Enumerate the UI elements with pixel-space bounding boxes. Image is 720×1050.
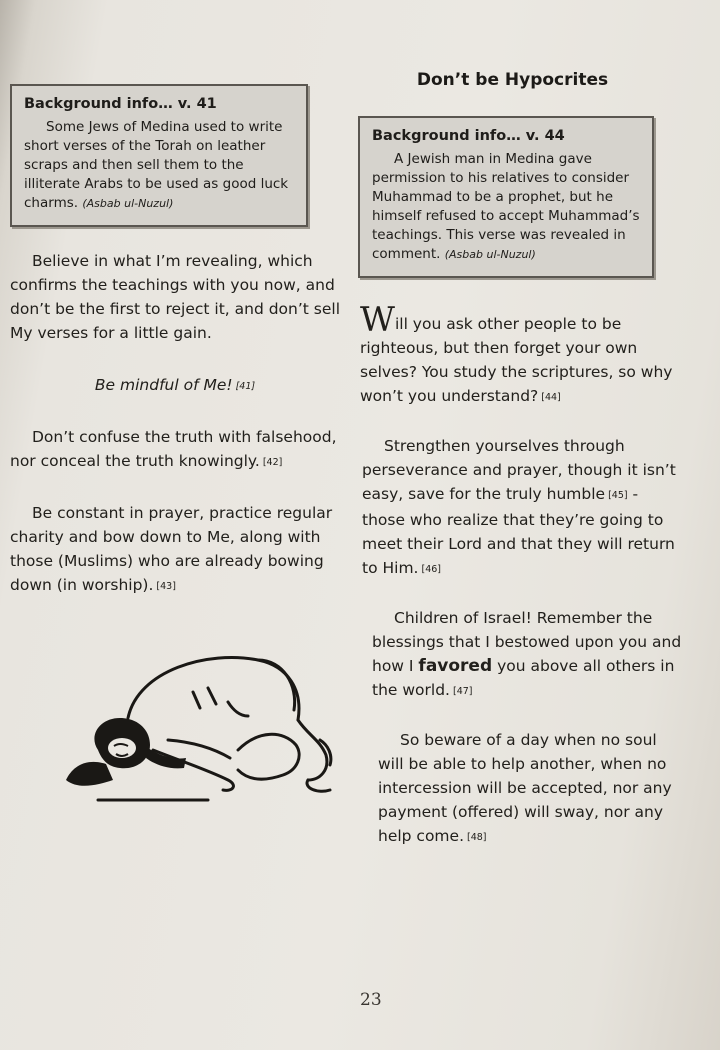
background-info-box-v41	[10, 84, 308, 227]
verse-ref: [43]	[156, 581, 176, 592]
background-info-title: Background info… v. 44	[372, 128, 565, 144]
verse-47: Children of Israel! Remember the blessings that I bestowed upon you and how I favored you above all others in the world. [47]	[372, 609, 682, 699]
background-info-body: Some Jews of Medina used to write short verses of the Torah on leather scraps and then sell them to the illiterate Arabs to be used as good luck charms. (Asbab ul-Nuzul)	[24, 119, 289, 211]
left-column	[10, 84, 340, 599]
verse-44: Will you ask other people to be righteous, but then forget your own selves? You study the scriptures, so why won’t you understand? [44]	[360, 300, 673, 405]
verse-ref: [45]	[608, 490, 628, 501]
background-info-title: Background info… v. 41	[24, 96, 217, 112]
verse-41-emphasis: Be mindful of Me! [41]	[94, 376, 256, 394]
verse-48: So beware of a day when no soul will be able to help another, when no intercession will be accepted, nor any payment (offered) will sway, nor any help come. [48]	[378, 731, 672, 845]
verse-43: Be constant in prayer, practice regular charity and bow down to Me, along with those (Muslims) who are already bowing down (in worship). [43]	[10, 504, 333, 594]
verse-ref: [47]	[452, 686, 473, 697]
drop-cap: W	[360, 300, 395, 340]
verse-45-46: Strengthen yourselves through perseverance and prayer, though it isn’t easy, save for the truly humble [45] - those who realize that they’re going to meet their Lord and that they will return to Him. [46]	[362, 437, 676, 577]
source-citation: (Asbab ul-Nuzul)	[82, 197, 174, 210]
verse-ref: [42]	[262, 457, 283, 468]
verse-ref: [44]	[541, 392, 561, 403]
verse-ref: [41]	[235, 381, 256, 392]
emphasized-word: favored	[418, 656, 493, 676]
page-number: 23	[360, 990, 382, 1010]
verse-ref: [46]	[421, 564, 441, 575]
prostration-illustration	[58, 630, 338, 810]
background-info-body: A Jewish man in Medina gave permission to his relatives to consider Muhammad to be a prophet, but he himself refused to accept Muhammad’s teachings. This verse was revealed in comment. (Asbab ul-Nuzul)	[372, 151, 640, 262]
page-title: Don’t be Hypocrites	[416, 70, 609, 90]
source-citation: (Asbab ul-Nuzul)	[444, 248, 536, 261]
verse-ref: [48]	[467, 832, 487, 843]
background-info-box-v44	[358, 116, 654, 278]
verse-42: Don’t confuse the truth with falsehood, nor conceal the truth knowingly. [42]	[10, 428, 337, 470]
verse-41: Believe in what I’m revealing, which confirms the teachings with you now, and don’t be the first to reject it, and don’t sell My verses for a little gain.	[10, 252, 341, 342]
right-column	[340, 70, 685, 850]
